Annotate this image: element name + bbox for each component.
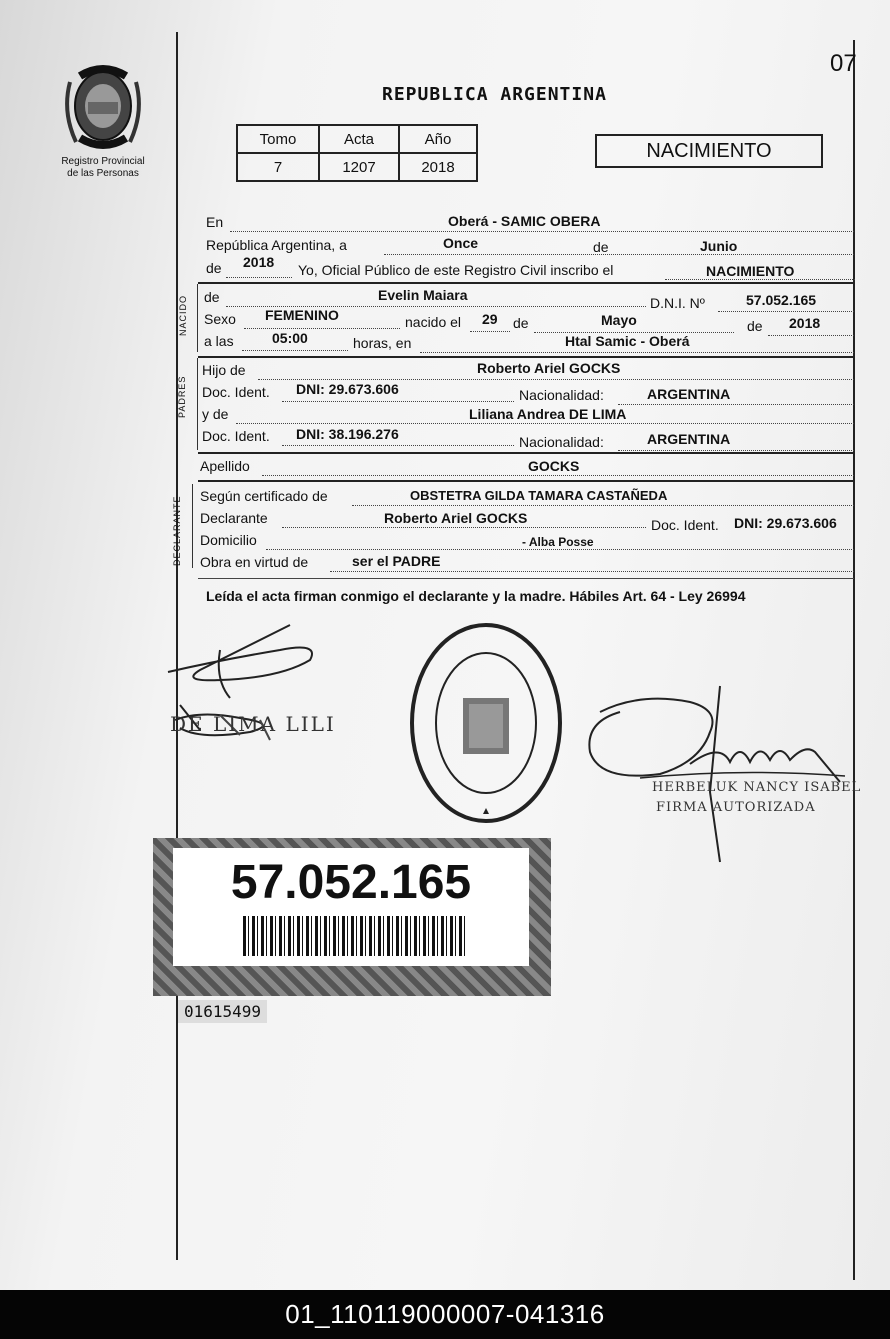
birth-place: Htal Samic - Oberá xyxy=(565,333,690,349)
apellido-label: Apellido xyxy=(200,458,250,474)
father-dotted-line xyxy=(258,378,854,380)
mother-dni: DNI: 38.196.276 xyxy=(296,426,399,442)
father-dni: DNI: 29.673.606 xyxy=(296,381,399,397)
father-name: Roberto Ariel GOCKS xyxy=(477,360,621,376)
mother-nat-dotted-line xyxy=(618,449,854,451)
alas-label: a las xyxy=(204,333,234,349)
record-value-tomo: 7 xyxy=(237,153,319,181)
decl-value: Roberto Ariel GOCKS xyxy=(384,510,528,526)
apellido-dotted-line xyxy=(262,474,854,476)
record-header-row xyxy=(237,125,477,153)
month-text: Junio xyxy=(700,238,738,254)
section-divider-4 xyxy=(198,480,854,482)
de-label-1: de xyxy=(593,239,609,255)
mother-dotted-line xyxy=(236,422,854,424)
birth-day-number: 29 xyxy=(482,311,498,327)
birth-day-text: Once xyxy=(443,235,479,251)
logo-caption xyxy=(50,156,156,180)
record-type-box: NACIMIENTO xyxy=(595,134,823,168)
cert-label: Según certificado de xyxy=(200,488,328,504)
year-dotted-line xyxy=(226,276,292,278)
mother-name: Liliana Andrea DE LIMA xyxy=(469,406,627,422)
en-label: En xyxy=(206,214,224,230)
day-dotted-line xyxy=(470,330,510,332)
father-nationality: ARGENTINA xyxy=(647,386,731,402)
dni-sticker xyxy=(153,838,551,996)
birth-year: 2018 xyxy=(789,315,821,331)
section-divider-2 xyxy=(198,356,854,358)
closing-note: Leída el acta firman conmigo el declarante y la madre. Hábiles Art. 64 - Ley 26994 xyxy=(206,588,746,604)
decl-doc-label: Doc. Ident. xyxy=(651,517,719,533)
padres-side-label: PADRES xyxy=(177,375,187,418)
yde-label: y de xyxy=(202,406,229,422)
nacido-side-bar xyxy=(197,284,198,352)
year-text: 2018 xyxy=(243,254,275,270)
document-heading: REPUBLICA ARGENTINA xyxy=(382,84,607,105)
record-value-anio: 2018 xyxy=(399,153,477,181)
record-value-row xyxy=(237,153,477,181)
page-number: 07 xyxy=(830,50,857,77)
padres-side-bar xyxy=(197,358,198,450)
dni-dotted-line xyxy=(718,310,854,312)
nacido-de-label-2: de xyxy=(513,315,529,331)
birth-month: Mayo xyxy=(601,312,637,328)
section-divider-1 xyxy=(198,282,854,284)
province-seal-logo xyxy=(62,62,144,154)
section-divider-3 xyxy=(198,452,854,454)
mother-doc-label: Doc. Ident. xyxy=(202,428,270,444)
right-margin-rule xyxy=(853,40,855,1280)
father-doc-dotted-line xyxy=(282,400,514,402)
cert-value: OBSTETRA GILDA TAMARA CASTAÑEDA xyxy=(410,488,668,503)
inscribo-value: NACIMIENTO xyxy=(706,263,795,279)
dom-value: - Alba Posse xyxy=(522,535,594,549)
en-dotted-line xyxy=(230,230,854,232)
father-doc-label: Doc. Ident. xyxy=(202,384,270,400)
record-header-acta: Acta xyxy=(319,125,399,153)
official-stamp xyxy=(405,618,567,828)
obra-label: Obra en virtud de xyxy=(200,554,309,570)
rep-label: República Argentina, a xyxy=(206,237,347,253)
record-header-tomo: Tomo xyxy=(237,125,319,153)
father-nat-dotted-line xyxy=(618,403,854,405)
nacido-de-label-3: de xyxy=(747,318,763,334)
declarante-side-label: DECLARANTE xyxy=(172,495,182,566)
father-nat-label: Nacionalidad: xyxy=(519,387,604,403)
apellido-value: GOCKS xyxy=(528,458,580,474)
officer-name: HERBELUK NANCY ISABEL xyxy=(652,780,862,795)
nacido-de-label: de xyxy=(204,289,220,305)
control-code: 01615499 xyxy=(178,1000,267,1023)
footer-file-id: 01_110119000007-041316 xyxy=(285,1299,605,1329)
mother-nat-label: Nacionalidad: xyxy=(519,434,604,450)
obra-value: ser el PADRE xyxy=(352,553,441,569)
declarante-side-bar xyxy=(192,484,193,568)
child-dni: 57.052.165 xyxy=(746,292,817,308)
dni-barcode xyxy=(243,916,465,956)
record-table xyxy=(236,124,478,182)
rep-dotted-line xyxy=(384,253,854,255)
officer-title: FIRMA AUTORIZADA xyxy=(656,800,816,815)
birth-hour: 05:00 xyxy=(272,330,308,346)
hour-dotted-line xyxy=(242,349,348,351)
horas-label: horas, en xyxy=(353,335,412,351)
cert-dotted-line xyxy=(352,504,854,506)
sexo-dotted-line xyxy=(244,327,400,329)
inscribo-text: Yo, Oficial Público de este Registro Civil inscribo el xyxy=(298,262,614,278)
dni-label: D.N.I. Nº xyxy=(650,295,705,311)
logo-caption-line2: de las Personas xyxy=(67,168,139,179)
birth-year-dotted-line xyxy=(768,334,854,336)
place-dotted-line xyxy=(420,351,854,353)
logo-caption-line1: Registro Provincial xyxy=(61,156,145,167)
nacido-el-label: nacido el xyxy=(405,314,462,330)
obra-dotted-line xyxy=(330,570,854,572)
hijo-de-label: Hijo de xyxy=(202,362,246,378)
decl-label: Declarante xyxy=(200,510,268,526)
de-label-2: de xyxy=(206,260,222,276)
dni-sticker-number: 57.052.165 xyxy=(173,848,529,966)
section-divider-5 xyxy=(198,578,854,579)
mother-doc-dotted-line xyxy=(282,444,514,446)
decl-dotted-line xyxy=(282,526,646,528)
decl-doc-value: DNI: 29.673.606 xyxy=(734,515,837,531)
nacido-side-label: NACIDO xyxy=(178,294,188,336)
mother-nationality: ARGENTINA xyxy=(647,431,731,447)
child-name: Evelin Maiara xyxy=(378,287,468,303)
officer-signature xyxy=(580,682,850,872)
en-value: Oberá - SAMIC OBERA xyxy=(448,213,601,229)
left-signature-text: DE LIMA LILI xyxy=(170,712,336,736)
record-value-acta: 1207 xyxy=(319,153,399,181)
record-header-anio: Año xyxy=(399,125,477,153)
sexo-label: Sexo xyxy=(204,311,236,327)
child-sex: FEMENINO xyxy=(265,307,339,323)
dom-label: Domicilio xyxy=(200,532,257,548)
